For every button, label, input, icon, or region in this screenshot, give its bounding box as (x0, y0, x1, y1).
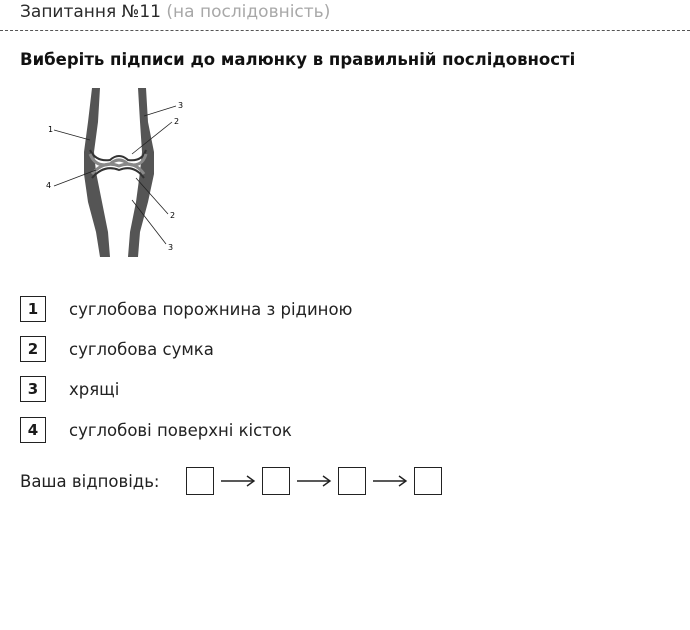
option-number: 4 (20, 417, 46, 443)
question-header (20, 2, 330, 22)
question-number: Запитання №11 (20, 2, 161, 22)
question-text: Виберіть підписи до малюнку в правильній послідовності (20, 50, 576, 69)
option-item[interactable] (20, 416, 292, 444)
question-type: (на послідовність) (166, 2, 331, 22)
lower-bone-surface (92, 168, 144, 178)
arrow-right-icon (372, 474, 408, 488)
option-text: суглобова порожнина з рідиною (69, 299, 353, 319)
answer-label: Ваша відповідь: (20, 471, 160, 491)
figure-label: 2 (170, 211, 176, 220)
answer-slot-4[interactable] (414, 467, 442, 495)
arrow-right-icon (296, 474, 332, 488)
answer-row (20, 466, 442, 496)
joint-diagram (40, 82, 200, 262)
header-divider (0, 30, 690, 31)
option-text: суглобова сумка (69, 339, 214, 359)
figure-label: 2 (174, 117, 180, 126)
option-text: хрящі (69, 379, 120, 399)
option-number: 1 (20, 296, 46, 322)
answer-slot-1[interactable] (186, 467, 214, 495)
answer-slot-3[interactable] (338, 467, 366, 495)
option-number: 3 (20, 376, 46, 402)
figure-label: 1 (48, 125, 54, 134)
option-item[interactable] (20, 295, 352, 323)
figure-label: 3 (178, 101, 184, 110)
answer-slot-2[interactable] (262, 467, 290, 495)
figure-label: 3 (168, 243, 174, 252)
option-item[interactable] (20, 335, 214, 363)
option-item[interactable] (20, 375, 119, 403)
figure-label: 4 (46, 181, 52, 190)
option-text: суглобові поверхні кісток (69, 420, 292, 440)
arrow-right-icon (220, 474, 256, 488)
option-number: 2 (20, 336, 46, 362)
